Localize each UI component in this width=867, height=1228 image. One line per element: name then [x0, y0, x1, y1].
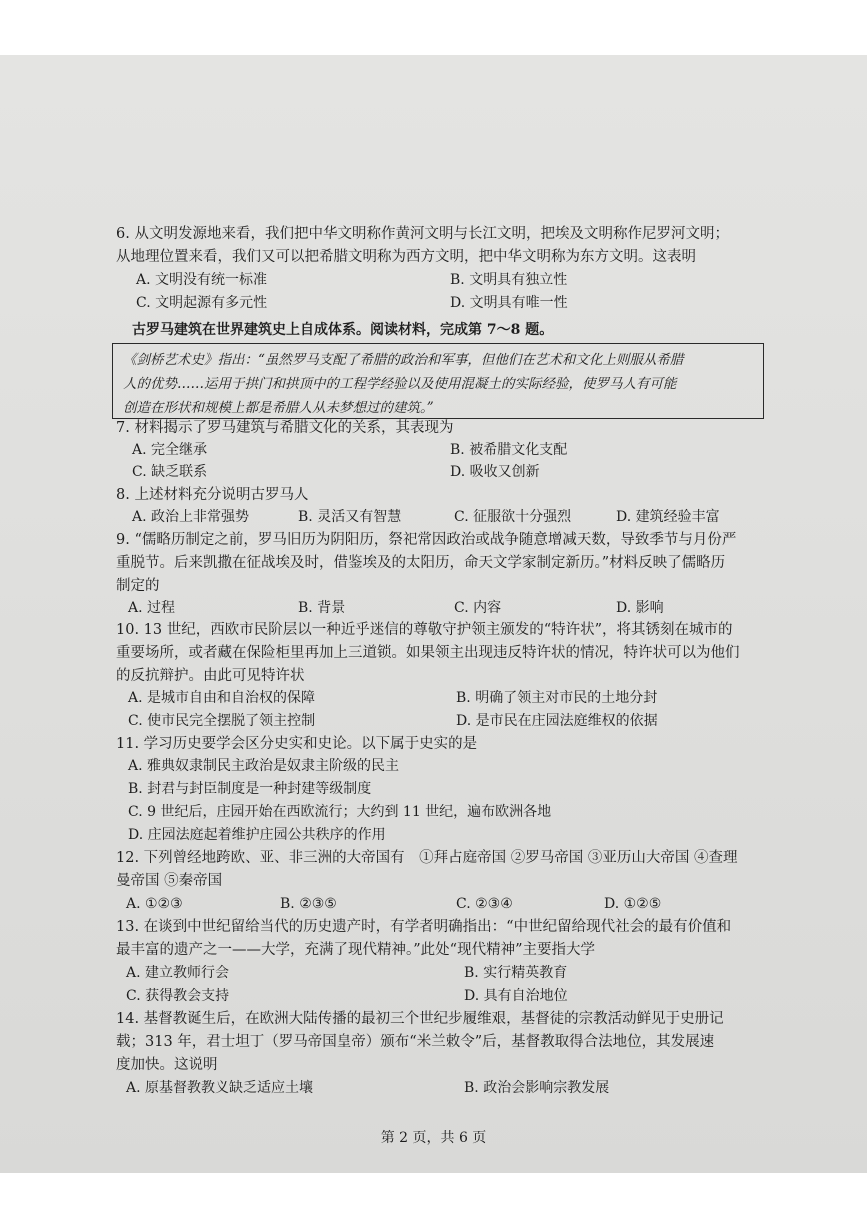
q11-option-a: A. 雅典奴隶制民主政治是奴隶主阶级的民主: [128, 758, 400, 774]
q13-option-d: D. 具有自治地位: [464, 988, 568, 1004]
q6-option-a: A. 文明没有统一标准: [136, 272, 268, 288]
material-quote-box: [112, 343, 764, 419]
q11-stem: 11. 学习历史要学会区分史实和史论。以下属于史实的是: [116, 736, 478, 752]
q12-option-a: A. ①②③: [126, 896, 183, 912]
q10-stem-line1: 10. 13 世纪，西欧市民阶层以一种近乎迷信的尊敬守护领主颁发的“特许状”，将其锈刻在城市的: [116, 622, 733, 638]
page-footer: 第 2 页，共 6 页: [380, 1130, 487, 1146]
quote-line: 人的优势……运用于拱门和拱顶中的工程学经验以及使用混凝土的实际经验，使罗马人有可能: [123, 376, 677, 392]
q7-option-b: B. 被希腊文化支配: [450, 442, 568, 458]
q8-option-d: D. 建筑经验丰富: [616, 509, 720, 525]
q9-option-d: D. 影响: [616, 600, 664, 616]
q13-option-b: B. 实行精英教育: [464, 965, 568, 981]
q14-stem-line2: 载；313 年，君士坦丁（罗马帝国皇帝）颁布“米兰敕令”后，基督教取得合法地位，其发展速: [116, 1034, 715, 1050]
q13-stem-line1: 13. 在谈到中世纪留给当代的历史遗产时，有学者明确指出：“中世纪留给现代社会的最有价值和: [116, 919, 732, 935]
q7-option-c: C. 缺乏联系: [132, 464, 208, 480]
q13-option-a: A. 建立教师行会: [126, 965, 230, 981]
q7-option-d: D. 吸收又创新: [450, 464, 540, 480]
q10-option-b: B. 明确了领主对市民的土地分封: [456, 690, 658, 706]
q8-option-a: A. 政治上非常强势: [132, 509, 250, 525]
q10-option-a: A. 是城市自由和自治权的保障: [128, 690, 316, 706]
q9-stem-line1: 9. “儒略历制定之前，罗马旧历为阴阳历，祭祀常因政治或战争随意增减天数，导致季节与月份严: [116, 532, 737, 548]
q14-option-a: A. 原基督教教义缺乏适应土壤: [126, 1080, 314, 1096]
q9-stem-line3: 制定的: [116, 578, 160, 594]
q11-option-d: D. 庄园法庭起着维护庄园公共秩序的作用: [128, 827, 386, 843]
q9-option-b: B. 背景: [298, 600, 346, 616]
q7-option-a: A. 完全继承: [132, 442, 208, 458]
q10-stem-line2: 重要场所，或者藏在保险柜里再加上三道锁。如果领主出现违反特许状的情况，特许状可以为他们: [116, 645, 740, 661]
q12-stem-line2: 曼帝国 ⑤秦帝国: [116, 873, 223, 889]
q14-stem-line1: 14. 基督教诞生后，在欧洲大陆传播的最初三个世纪步履维艰，基督徒的宗教活动鲜见于史册记: [116, 1011, 724, 1027]
q9-stem-line2: 重脱节。后来凯撒在征战埃及时，借鉴埃及的太阳历，命天文学家制定新历。”材料反映了儒略历: [116, 555, 726, 571]
q6-option-c: C. 文明起源有多元性: [136, 295, 268, 311]
q10-stem-line3: 的反抗辩护。由此可见特许状: [116, 668, 305, 684]
q11-option-b: B. 封君与封臣制度是一种封建等级制度: [128, 781, 372, 797]
quote-line: 创造在形状和规模上都是希腊人从未梦想过的建筑。”: [123, 400, 434, 416]
q10-option-c: C. 使市民完全摆脱了领主控制: [128, 713, 316, 729]
q7-stem: 7. 材料揭示了罗马建筑与希腊文化的关系，其表现为: [116, 420, 454, 436]
q12-option-d: D. ①②⑤: [604, 896, 662, 912]
q9-option-c: C. 内容: [454, 600, 502, 616]
q13-option-c: C. 获得教会支持: [126, 988, 230, 1004]
q6-stem-line2: 从地理位置来看，我们又可以把希腊文明称为西方文明，把中华文明称为东方文明。这表明: [116, 249, 696, 265]
q12-stem-line1: 12. 下列曾经地跨欧、亚、非三洲的大帝国有 ①拜占庭帝国 ②罗马帝国 ③亚历山大帝国 ④查理: [116, 850, 738, 866]
q8-stem: 8. 上述材料充分说明古罗马人: [116, 487, 309, 503]
exam-page: [0, 55, 867, 1173]
q12-option-b: B. ②③⑤: [280, 896, 337, 912]
q9-option-a: A. 过程: [128, 600, 176, 616]
section-intro: 古罗马建筑在世界建筑史上自成体系。阅读材料，完成第 7～8 题。: [132, 322, 554, 338]
q13-stem-line2: 最丰富的遗产之一——大学，充满了现代精神。”此处“现代精神”主要指大学: [116, 942, 595, 958]
q11-option-c: C. 9 世纪后，庄园开始在西欧流行；大约到 11 世纪，遍布欧洲各地: [128, 804, 552, 820]
q6-stem-line1: 6. 从文明发源地来看，我们把中华文明称作黄河文明与长江文明，把埃及文明称作尼罗河文明；: [116, 226, 729, 242]
q14-option-b: B. 政治会影响宗教发展: [464, 1080, 610, 1096]
q8-option-b: B. 灵活又有智慧: [298, 509, 402, 525]
q6-option-b: B. 文明具有独立性: [450, 272, 568, 288]
q10-option-d: D. 是市民在庄园法庭维权的依据: [456, 713, 658, 729]
q14-stem-line3: 度加快。这说明: [116, 1057, 218, 1073]
q12-option-c: C. ②③④: [456, 896, 513, 912]
q8-option-c: C. 征服欲十分强烈: [454, 509, 572, 525]
quote-line: 《剑桥艺术史》指出：“虽然罗马支配了希腊的政治和军事，但他们在艺术和文化上则服从希腊: [123, 352, 684, 368]
q6-option-d: D. 文明具有唯一性: [450, 295, 568, 311]
